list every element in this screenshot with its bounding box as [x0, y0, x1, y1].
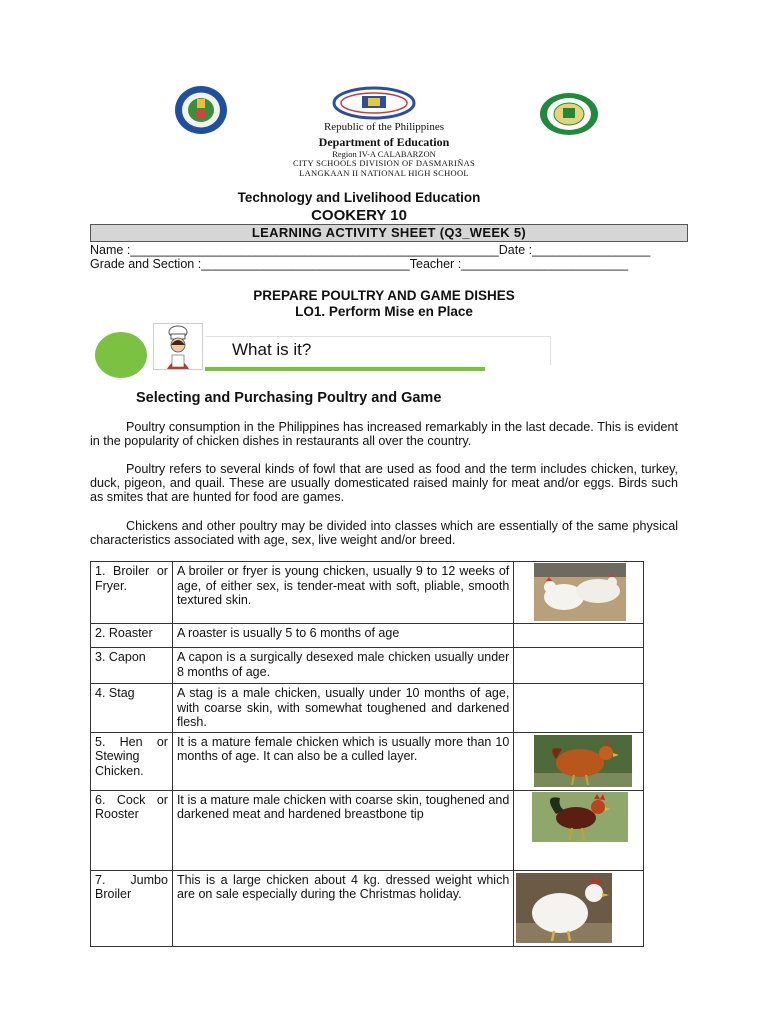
- class-image-cell: [514, 648, 644, 684]
- activity-sheet-bar: LEARNING ACTIVITY SHEET (Q3_WEEK 5): [90, 224, 688, 242]
- chef-icon: [153, 323, 203, 370]
- paragraph-2-text: Poultry refers to several kinds of fowl that are used as food and the term includes chicken, turkey, duck, pigeon, and quail. These are usually domesticated raised mainly for meat and/or eggs. Birds such as smites that are hunted for food are games.: [90, 462, 678, 504]
- paragraph-2: [90, 462, 678, 504]
- paragraph-1: [90, 420, 678, 448]
- poultry-classes-table: [90, 561, 644, 947]
- class-image-cell: [514, 790, 644, 870]
- class-description: It is a mature male chicken with coarse skin, toughened and darkened meat and hardened breastbone tip: [172, 790, 513, 870]
- class-image-cell: [514, 732, 644, 790]
- teacher-label: Teacher :: [409, 257, 462, 271]
- class-name: 4. Stag: [91, 684, 173, 733]
- table-row: [91, 562, 644, 624]
- table-row: [91, 732, 644, 790]
- grade-label: Grade and Section :: [90, 257, 202, 271]
- rooster-image: [532, 792, 628, 842]
- hen-image: [534, 735, 632, 787]
- date-label: Date :: [498, 243, 533, 257]
- class-description: A capon is a surgically desexed male chicken usually under 8 months of age.: [172, 648, 513, 684]
- date-field[interactable]: _________________: [532, 243, 651, 257]
- division-line: CITY SCHOOLS DIVISION OF DASMARIÑAS: [292, 158, 476, 168]
- banner-underline: [205, 367, 485, 371]
- class-description: A roaster is usually 5 to 6 months of age: [172, 624, 513, 648]
- class-image-cell: [514, 562, 644, 624]
- table-row: [91, 648, 644, 684]
- broiler-chickens-image: [534, 563, 626, 621]
- section-title: Selecting and Purchasing Poultry and Game: [136, 390, 442, 406]
- lesson-objective: LO1. Perform Mise en Place: [295, 304, 473, 319]
- department-line: Department of Education: [318, 135, 450, 149]
- class-image-cell: [514, 870, 644, 946]
- republic-line: Republic of the Philippines: [323, 121, 445, 133]
- white-chicken-image: [516, 873, 612, 943]
- class-image-cell: [514, 684, 644, 733]
- paragraph-3-text: Chickens and other poultry may be divided into classes which are essentially of the same physical characteristics associated with age, sex, live weight and/or breed.: [90, 519, 678, 547]
- table-row: [91, 790, 644, 870]
- class-name: 5. Hen or Stewing Chicken.: [91, 732, 173, 790]
- subject-title: Technology and Livelihood Education: [237, 190, 481, 205]
- region-line: Region IV-A CALABARZON: [332, 149, 436, 159]
- name-row: [90, 243, 650, 257]
- banner-green-circle: [95, 332, 147, 378]
- grade-field[interactable]: ______________________________: [201, 257, 410, 271]
- name-label: Name :: [90, 243, 131, 257]
- class-name: 6. Cock or Rooster: [91, 790, 173, 870]
- class-description: A broiler or fryer is young chicken, usually 9 to 12 weeks of age, of either sex, is tender-meat with soft, pliable, smooth textured skin.: [172, 562, 513, 624]
- class-description: It is a mature female chicken which is usually more than 10 months of age. It can also be a culled layer.: [172, 732, 513, 790]
- class-description: This is a large chicken about 4 kg. dressed weight which are on sale especially during the Christmas holiday.: [172, 870, 513, 946]
- course-title: COOKERY 10: [311, 207, 407, 224]
- class-image-cell: [514, 624, 644, 648]
- paragraph-1-text: Poultry consumption in the Philippines has increased remarkably in the last decade. This is evident in the popularity of chicken dishes in restaurants all over the country.: [90, 420, 678, 448]
- grade-row: [90, 257, 628, 271]
- class-description: A stag is a male chicken, usually under 10 months of age, with coarse skin, with somewhat toughened and darkened flesh.: [172, 684, 513, 733]
- class-name: 1. Broiler or Fryer.: [91, 562, 173, 624]
- table-row: [91, 870, 644, 946]
- paragraph-3: [90, 519, 678, 547]
- school-line: LANGKAAN II NATIONAL HIGH SCHOOL: [299, 168, 469, 178]
- teacher-field[interactable]: ________________________: [461, 257, 629, 271]
- table-row: [91, 624, 644, 648]
- lesson-topic: PREPARE POULTRY AND GAME DISHES: [253, 288, 515, 303]
- table-row: [91, 684, 644, 733]
- class-name: 3. Capon: [91, 648, 173, 684]
- class-name: 2. Roaster: [91, 624, 173, 648]
- banner-title: What is it?: [232, 340, 312, 359]
- class-name: 7. Jumbo Broiler: [91, 870, 173, 946]
- deped-logo: [332, 86, 416, 120]
- name-field[interactable]: _____________________________________________________: [130, 243, 499, 257]
